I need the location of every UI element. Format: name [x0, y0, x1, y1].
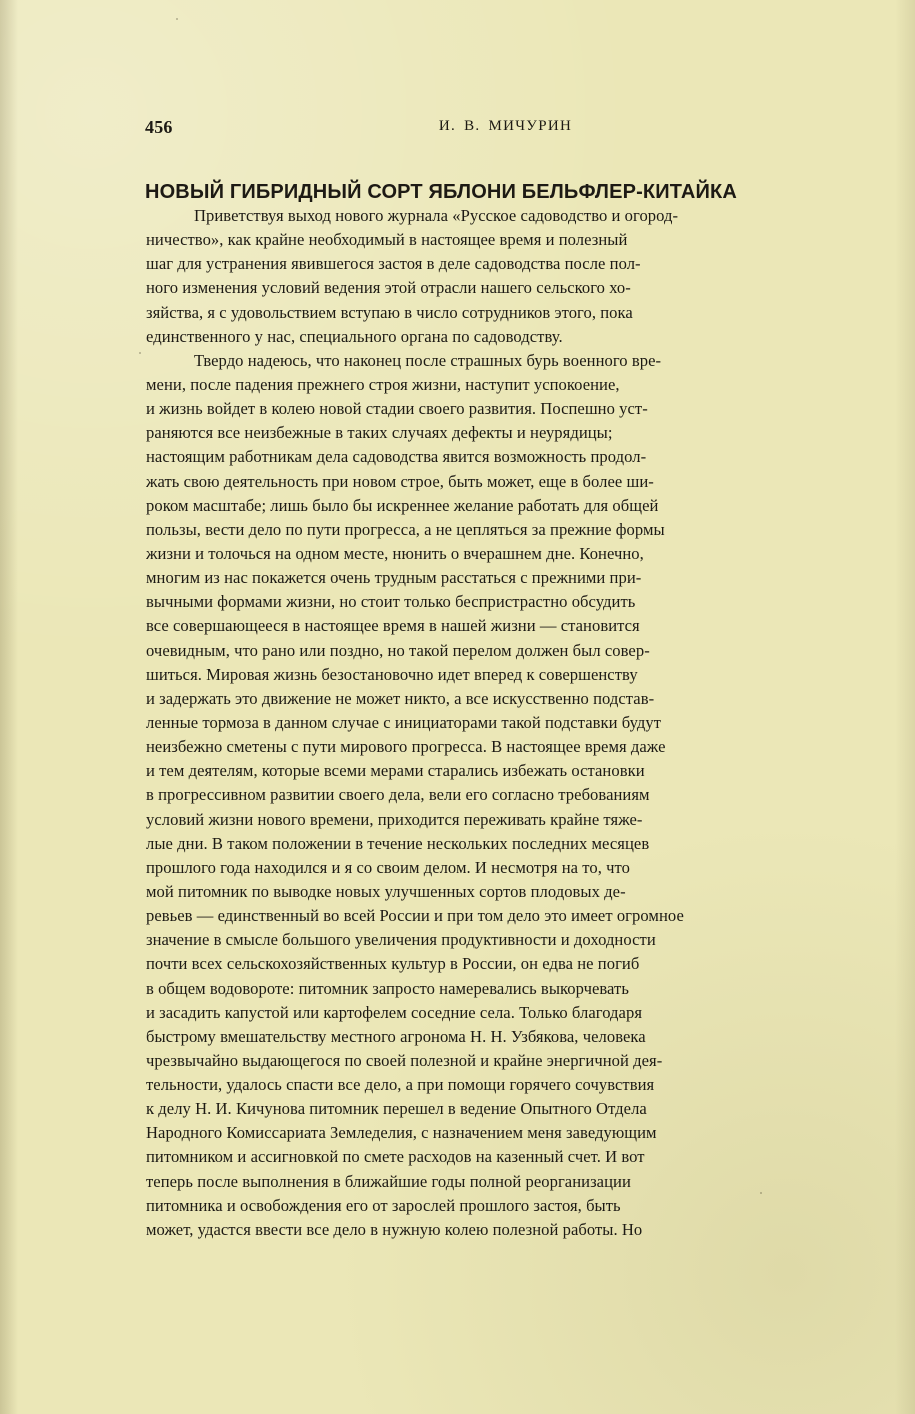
page-binding-shadow	[0, 0, 18, 1414]
text-line: лые дни. В таком положении в течение нескольких последних месяцев	[146, 833, 650, 853]
text-line: жать свою деятельность при новом строе, быть может, еще в более ши-	[146, 471, 654, 491]
text-line: условий жизни нового времени, приходится переживать крайне тяже-	[146, 809, 643, 829]
text-line: ничество», как крайне необходимый в настоящее время и полезный	[146, 230, 628, 250]
text-line: питомника и освобождения его от зарослей прошлого застоя, быть	[146, 1195, 621, 1215]
text-line: неизбежно сметены с пути мирового прогресса. В настоящее время даже	[146, 737, 666, 757]
text-line: и тем деятелям, которые всеми мерами старались избежать остановки	[146, 761, 645, 781]
text-line: в прогрессивном развитии своего дела, вели его согласно требованиям	[146, 785, 650, 805]
text-line: значение в смысле большого увеличения продуктивности и доходности	[146, 930, 656, 950]
text-line: к делу Н. И. Кичунова питомник перешел в ведение Опытного Отдела	[146, 1099, 647, 1119]
paper-speck	[176, 18, 178, 20]
text-line: зяйства, я с удовольствием вступаю в число сотрудников этого, пока	[146, 302, 633, 322]
text-line: Народного Комиссариата Земледелия, с назначением меня заведующим	[146, 1123, 657, 1143]
text-line: ного изменения условий ведения этой отрасли нашего сельского хо-	[146, 278, 631, 298]
running-header-author: И. В. МИЧУРИН	[438, 118, 573, 134]
text-line: тельности, удалось спасти все дело, а при помощи горячего сочувствия	[146, 1075, 655, 1095]
page-number: 456	[145, 117, 173, 137]
text-line: почти всех сельскохозяйственных культур в России, он едва не погиб	[146, 954, 640, 974]
text-line: мой питомник по выводке новых улучшенных сортов плодовых де-	[146, 881, 626, 901]
text-line: роком масштабе; лишь было бы искреннее желание работать для общей	[146, 495, 659, 515]
article-body	[146, 204, 866, 1242]
text-line: шаг для устранения явившегося застоя в деле садоводства после пол-	[146, 254, 641, 274]
text-line: может, удастся ввести все дело в нужную колею полезной работы. Но	[146, 1219, 643, 1239]
text-line: жизни и толочься на одном месте, нюнить о вчерашнем дне. Конечно,	[146, 543, 644, 563]
text-line: мени, после падения прежнего строя жизни, наступит успокоение,	[146, 374, 620, 394]
text-line: все совершающееся в настоящее время в нашей жизни — становится	[146, 616, 640, 636]
text-line: и задержать это движение не может никто, а все искусственно подстав-	[146, 688, 655, 708]
paper-speck	[139, 352, 141, 354]
text-line: и жизнь войдет в колею новой стадии своего развития. Поспешно уст-	[146, 399, 648, 419]
text-line: пользы, вести дело по пути прогресса, а не цепляться за прежние формы	[146, 519, 665, 539]
text-line: Твердо надеюсь, что наконец после страшных бурь военного вре-	[194, 350, 662, 370]
text-line: единственного у нас, специального органа по садоводству.	[146, 326, 563, 346]
text-line: ревьев — единственный во всей России и при том дело это имеет огромное	[146, 906, 684, 926]
text-line: раняются все неизбежные в таких случаях дефекты и неурядицы;	[146, 423, 613, 443]
text-line: прошлого года находился и я со своим делом. И несмотря на то, что	[146, 857, 630, 877]
text-line: Приветствуя выход нового журнала «Русское садоводство и огород-	[194, 206, 679, 225]
text-line: ленные тормоза в данном случае с инициаторами такой подставки будут	[146, 712, 662, 732]
paper-speck	[760, 1192, 762, 1194]
text-line: в общем водовороте: питомник запросто намеревались выкорчевать	[146, 978, 629, 998]
text-line: шиться. Мировая жизнь безостановочно идет вперед к совершенству	[146, 664, 638, 684]
text-line: питомником и ассигновкой по смете расходов на казенный счет. И вот	[146, 1147, 645, 1167]
text-line: очевидным, что рано или поздно, но такой перелом должен был совер-	[146, 640, 650, 660]
article-title: НОВЫЙ ГИБРИДНЫЙ СОРТ ЯБЛОНИ БЕЛЬФЛЕР-КИТАЙКА	[145, 181, 737, 204]
text-line: настоящим работникам дела садоводства явится возможность продол-	[146, 447, 647, 467]
text-line: теперь после выполнения в ближайшие годы полной реорганизации	[146, 1171, 631, 1191]
text-line: вычными формами жизни, но стоит только беспристрастно обсудить	[146, 592, 636, 612]
text-line: и засадить капустой или картофелем соседние села. Только благодаря	[146, 1002, 642, 1022]
text-line: быстрому вмешательству местного агронома Н. Н. Узбякова, человека	[146, 1026, 646, 1046]
text-line: чрезвычайно выдающегося по своей полезной и крайне энергичной дея-	[146, 1050, 663, 1070]
text-line: многим из нас покажется очень трудным расстаться с прежними при-	[146, 568, 642, 588]
